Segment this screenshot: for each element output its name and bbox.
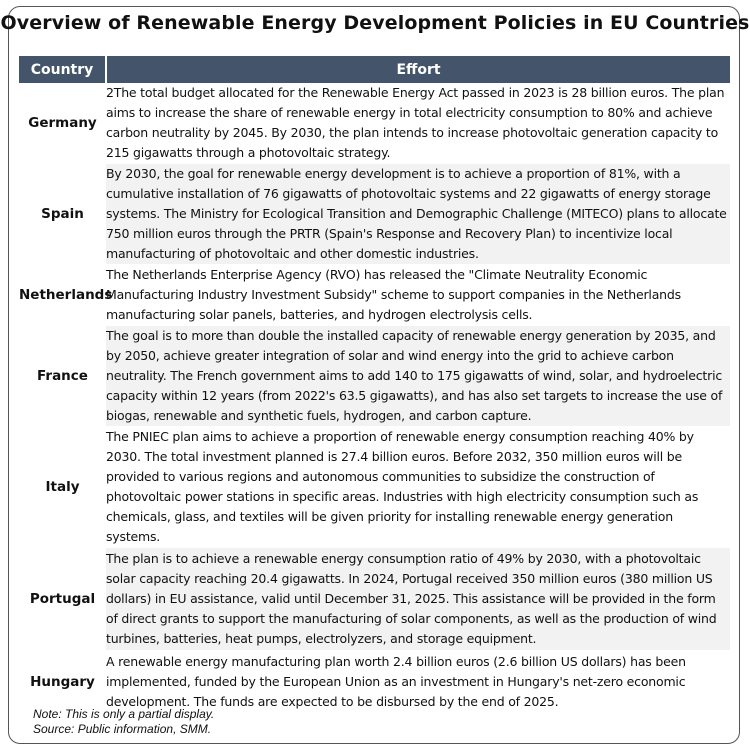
footnotes	[33, 707, 214, 737]
table-row	[19, 548, 730, 651]
effort-cell: The Netherlands Enterprise Agency (RVO) has released the "Climate Neutrality Economic Manufacturing Industry Investment Subsidy" scheme to support companies in the Netherlands manufacturing solar panels, batteries, and hydrogen electrolysis cells.	[106, 265, 730, 326]
table-row	[19, 83, 730, 164]
document-title: Overview of Renewable Energy Development Policies in EU Countries	[0, 12, 750, 34]
header-effort: Effort	[106, 56, 730, 83]
table-row	[19, 164, 730, 265]
effort-cell: The goal is to more than double the installed capacity of renewable energy generation by 2035, and by 2050, achieve greater integration of solar and wind energy into the grid to achieve carbon neutrality. The French government aims to add 140 to 175 gigawatts of wind, solar, and hydroelectric capacity within 12 years (from 2022's 63.5 gigawatts), and has also set targets to increase the use of biogas, renewable and synthetic fuels, hydrogen, and carbon capture.	[106, 326, 730, 427]
effort-cell: 2The total budget allocated for the Renewable Energy Act passed in 2023 is 28 billion euros. The plan aims to increase the share of renewable energy in total electricity consumption to 80% and achieve carbon neutrality by 2045. By 2030, the plan intends to increase photovoltaic generation capacity to 215 gigawatts through a photovoltaic strategy.	[106, 83, 730, 164]
header-country: Country	[19, 56, 106, 83]
country-cell: Portugal	[29, 591, 96, 607]
effort-cell: By 2030, the goal for renewable energy development is to achieve a proportion of 81%, with a cumulative installation of 76 gigawatts of photovoltaic systems and 22 gigawatts of energy storage systems. The Ministry for Ecological Transition and Demographic Challenge (MITECO) plans to allocate 750 million euros through the PRTR (Spain's Response and Recovery Plan) to incentivize local manufacturing of photovoltaic and other domestic industries.	[106, 164, 730, 265]
country-cell: Hungary	[30, 673, 95, 690]
source-text: Source: Public information, SMM.	[33, 722, 212, 736]
effort-cell: A renewable energy manufacturing plan worth 2.4 billion euros (2.6 billion US dollars) has been implemented, funded by the European Union as an investment in Hungary's net-zero economic development. The funds are expected to be disbursed by the end of 2025.	[106, 651, 730, 713]
effort-cell: The PNIEC plan aims to achieve a proportion of renewable energy consumption reaching 40% by 2030. The total investment planned is 27.4 billion euros. Before 2032, 350 million euros will be provided to various regions and autonomous communities to subsidize the construction of photovoltaic power stations in specific areas. Industries with high electricity consumption such as chemicals, glass, and textiles will be given priority for installing renewable energy generation systems.	[106, 427, 730, 548]
country-cell: France	[37, 368, 88, 384]
table-row	[19, 265, 730, 326]
country-cell: Italy	[45, 479, 80, 495]
country-cell: Germany	[28, 115, 97, 132]
policy-table	[19, 56, 730, 713]
country-cell: Netherlands	[19, 287, 113, 303]
table-row	[19, 326, 730, 427]
country-cell: Spain	[41, 206, 84, 222]
effort-cell: The plan is to achieve a renewable energy consumption ratio of 49% by 2030, with a photovoltaic solar capacity reaching 20.4 gigawatts. In 2024, Portugal received 350 million euros (380 million US dollars) in EU assistance, valid until December 31, 2025. This assistance will be provided in the form of direct grants to support the manufacturing of solar components, as well as the production of wind turbines, batteries, heat pumps, electrolyzers, and storage equipment.	[106, 548, 730, 651]
table-header-row	[19, 56, 730, 83]
table-row	[19, 427, 730, 548]
note-text: Note: This is only a partial display.	[33, 707, 215, 721]
table-row	[19, 651, 730, 713]
